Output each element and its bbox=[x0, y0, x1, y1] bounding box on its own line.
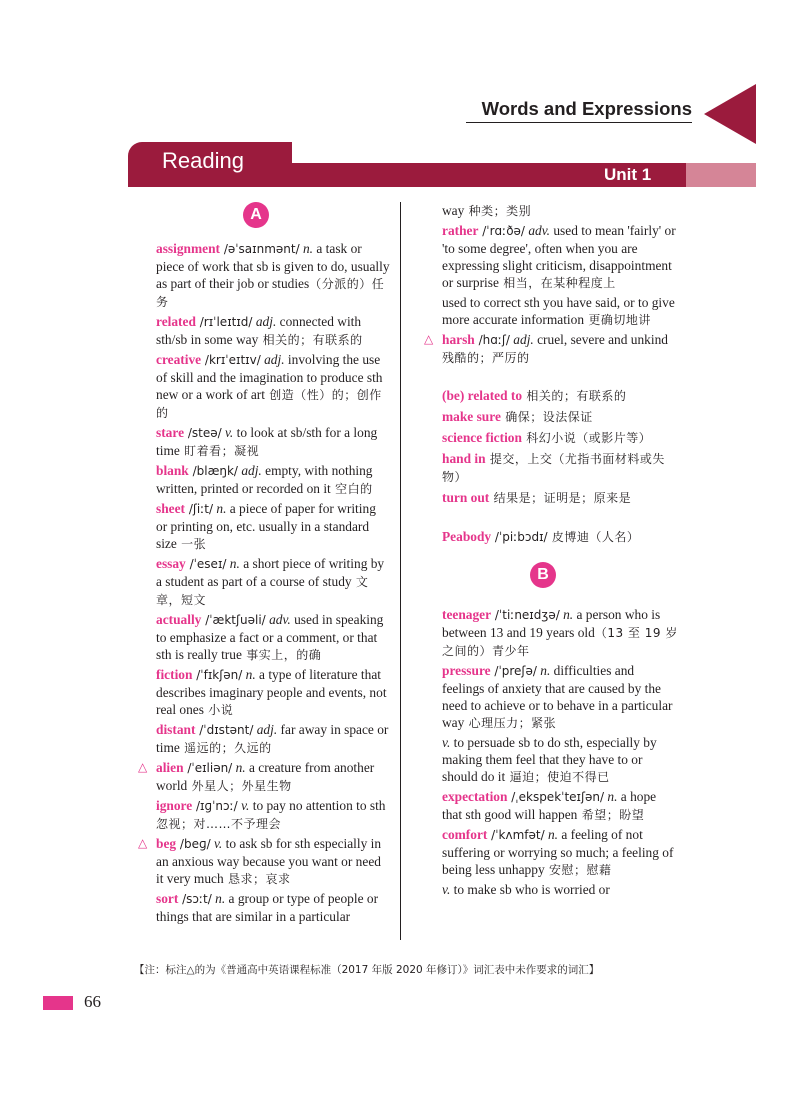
phrase-translation: 结果是；证明是；原来是 bbox=[489, 491, 632, 505]
dictionary-entry bbox=[156, 666, 390, 719]
entry-headword: ignore bbox=[156, 798, 193, 813]
entry-definition: way bbox=[442, 203, 465, 218]
entry-headword: distant bbox=[156, 722, 196, 737]
entry-headword: expectation bbox=[442, 789, 508, 804]
entry-pronunciation: /ˌekspekˈteɪʃən/ bbox=[507, 790, 605, 804]
entry-pronunciation: /sɔːt/ bbox=[178, 892, 212, 906]
right-column bbox=[424, 202, 678, 900]
entry-definition: a task or piece of work that sb is given to do, usually as part of their job or studies bbox=[156, 241, 390, 291]
dictionary-entry bbox=[156, 424, 390, 460]
words-and-expressions-title: Words and Expressions bbox=[481, 98, 692, 119]
entry-part-of-speech: n. bbox=[544, 827, 559, 842]
entry-translation: 残酷的；严厉的 bbox=[442, 351, 530, 365]
entry-headword: pressure bbox=[442, 663, 491, 678]
phrase-entry bbox=[442, 450, 678, 486]
entry-pronunciation: /ˈkʌmfət/ bbox=[487, 828, 545, 842]
entry-part-of-speech: adj. bbox=[260, 352, 285, 367]
phrase-headword: science fiction bbox=[442, 430, 522, 445]
dictionary-entry bbox=[442, 788, 678, 824]
dictionary-entry bbox=[442, 734, 678, 786]
entry-pronunciation: /rɪˈleɪtɪd/ bbox=[195, 315, 253, 329]
phrase-headword: hand in bbox=[442, 451, 486, 466]
phrase-translation: 确保；设法保证 bbox=[500, 410, 593, 424]
proper-name-headword: Peabody bbox=[442, 529, 492, 544]
column-divider bbox=[400, 202, 401, 940]
unit-label: Unit 1 bbox=[604, 165, 652, 184]
entry-part-of-speech: adv. bbox=[265, 612, 291, 627]
entry-translation: 外星人；外星生物 bbox=[187, 779, 292, 793]
entry-definition: to make sb who is worried or bbox=[450, 882, 610, 897]
entry-part-of-speech: adj. bbox=[509, 332, 534, 347]
entry-pronunciation: /ˈtiːneɪdʒə/ bbox=[491, 608, 560, 622]
entry-pronunciation: /ˈeseɪ/ bbox=[185, 557, 227, 571]
entry-pronunciation: /ˈæktʃuəli/ bbox=[201, 613, 266, 627]
entry-headword: related bbox=[156, 314, 196, 329]
entry-translation: 安慰；慰藉 bbox=[544, 863, 612, 877]
entry-part-of-speech: adj. bbox=[252, 314, 277, 329]
entry-translation: 相关的；有联系的 bbox=[258, 333, 363, 347]
entry-translation: 更确切地讲 bbox=[584, 313, 651, 327]
header-rule bbox=[466, 122, 692, 123]
phrase-headword: turn out bbox=[442, 490, 490, 505]
entry-translation: 恳求；哀求 bbox=[223, 872, 291, 886]
phrase-entry bbox=[442, 429, 678, 447]
phrase-entry bbox=[442, 387, 678, 405]
not-required-mark: △ bbox=[138, 836, 148, 850]
entry-part-of-speech: n. bbox=[536, 663, 551, 678]
entry-headword: assignment bbox=[156, 241, 220, 256]
entry-definition: a short piece of writing by a student as part of a course of study bbox=[156, 556, 385, 589]
entry-translation: 盯着看；凝视 bbox=[179, 444, 260, 458]
entry-part-of-speech: adj. bbox=[253, 722, 278, 737]
entry-definition: a hope that sth good will happen bbox=[442, 789, 657, 822]
phrase-entry bbox=[442, 489, 678, 507]
dictionary-entry bbox=[442, 222, 678, 292]
entry-translation: 忽视；对……不予理会 bbox=[156, 817, 282, 831]
entry-part-of-speech: n. bbox=[211, 891, 226, 906]
dictionary-entry bbox=[156, 240, 390, 311]
entry-definition: cruel, severe and unkind bbox=[533, 332, 668, 347]
entry-definition: difficulties and feelings of anxiety that are caused by the need to achieve or to behave in a particular way bbox=[442, 663, 673, 730]
entry-definition: used to correct sth you have said, or to give more accurate information bbox=[442, 295, 675, 327]
entry-definition: to persuade sb to do sth, especially by making them feel that they have to or should do it bbox=[442, 735, 657, 784]
entry-headword: comfort bbox=[442, 827, 488, 842]
entry-part-of-speech: v. bbox=[210, 836, 223, 851]
entry-definition: a piece of paper for writing or printing on, etc. usually in a standard size bbox=[156, 501, 376, 551]
phrase-translation: 相关的；有联系的 bbox=[522, 389, 627, 403]
entry-headword: essay bbox=[156, 556, 186, 571]
dictionary-entry bbox=[442, 662, 678, 732]
footnote: 【注：标注△的为《普通高中英语课程标准（2017 年版 2020 年修订）》词汇表中未作要求的词汇】 bbox=[134, 964, 600, 976]
entry-headword: harsh bbox=[442, 332, 475, 347]
entry-part-of-speech: v. bbox=[237, 798, 250, 813]
entry-headword: fiction bbox=[156, 667, 193, 682]
entry-definition: to look at sb/sth for a long time bbox=[156, 425, 378, 458]
dictionary-entry bbox=[156, 611, 390, 664]
section-b-badge: B bbox=[530, 562, 556, 588]
entry-translation: 遥远的；久远的 bbox=[179, 741, 272, 755]
entry-headword: blank bbox=[156, 463, 189, 478]
dictionary-entry bbox=[442, 606, 678, 660]
not-required-mark: △ bbox=[138, 760, 148, 774]
entry-translation: 创造（性）的；创作的 bbox=[156, 388, 382, 420]
entry-definition: far away in space or time bbox=[156, 722, 389, 755]
entry-part-of-speech: n. bbox=[559, 607, 574, 622]
entry-headword: creative bbox=[156, 352, 202, 367]
entry-translation: 小说 bbox=[203, 703, 234, 717]
entry-pronunciation: /ˈeɪliən/ bbox=[183, 761, 233, 775]
entry-part-of-speech: n. bbox=[299, 241, 314, 256]
entry-headword: alien bbox=[156, 760, 184, 775]
entry-translation: 希望；盼望 bbox=[577, 808, 645, 822]
not-required-mark: △ bbox=[424, 332, 434, 346]
dictionary-entry bbox=[442, 826, 678, 879]
left-column bbox=[138, 240, 390, 927]
entry-pronunciation: /hɑːʃ/ bbox=[474, 333, 510, 347]
entry-pronunciation: /ˈrɑːðə/ bbox=[478, 224, 525, 238]
proper-name-pronunciation: /ˈpiːbɔdɪ/ bbox=[491, 530, 548, 544]
dictionary-entry bbox=[156, 555, 390, 609]
unit-band-light bbox=[686, 163, 756, 187]
phrase-headword: make sure bbox=[442, 409, 501, 424]
phrase-translation: 科幻小说（或影片等） bbox=[521, 431, 652, 445]
header-triangle-decoration bbox=[704, 84, 756, 144]
entry-pronunciation: /steə/ bbox=[184, 426, 222, 440]
entry-definition: used to mean 'fairly' or 'to some degree', often when you are expressing slight criticism, disappointment or surprise bbox=[442, 223, 676, 290]
dictionary-entry bbox=[156, 351, 390, 422]
entry-definition: a creature from another world bbox=[156, 760, 375, 793]
entry-pronunciation: /ˈpreʃə/ bbox=[490, 664, 537, 678]
entry-definition: used in speaking to emphasize a fact or a comment, or that sth is really true bbox=[156, 612, 384, 662]
entry-headword: rather bbox=[442, 223, 479, 238]
entry-headword: stare bbox=[156, 425, 185, 440]
entry-definition: a group or type of people or things that are similar in a particular bbox=[156, 891, 379, 924]
phrase-entry bbox=[442, 408, 678, 426]
entry-pronunciation: /blæŋk/ bbox=[188, 464, 238, 478]
dictionary-entry bbox=[156, 721, 390, 757]
entry-part-of-speech: adv. bbox=[524, 223, 551, 238]
entry-definition: a person who is between 13 and 19 years old bbox=[442, 607, 661, 640]
entry-pronunciation: /krɪˈeɪtɪv/ bbox=[201, 353, 261, 367]
section-title: Reading bbox=[162, 148, 244, 173]
entry-headword: sort bbox=[156, 891, 179, 906]
entry-headword: sheet bbox=[156, 501, 186, 516]
entry-definition: a type of literature that describes imaginary people and events, not real ones bbox=[156, 667, 387, 717]
entry-pronunciation: /ˈdɪstənt/ bbox=[195, 723, 254, 737]
entry-translation: （13 至 19 岁之间的）青少年 bbox=[442, 626, 678, 658]
entry-headword: teenager bbox=[442, 607, 492, 622]
entry-part-of-speech: n. bbox=[604, 789, 618, 804]
proper-name-translation: 皮博迪（人名） bbox=[547, 530, 640, 544]
entry-pronunciation: /ˈfɪkʃən/ bbox=[192, 668, 243, 682]
entry-part-of-speech: v. bbox=[221, 425, 234, 440]
entry-headword: actually bbox=[156, 612, 202, 627]
entry-definition: a feeling of not suffering or worrying so much; a feeling of being less unhappy bbox=[442, 827, 674, 877]
phrase-headword: (be) related to bbox=[442, 388, 523, 403]
dictionary-entry bbox=[156, 890, 390, 925]
entry-part-of-speech: n. bbox=[232, 760, 246, 775]
phrase-translation: 提交，上交（尤指书面材料或失物） bbox=[442, 452, 665, 484]
entry-translation: 心理压力；紧张 bbox=[464, 716, 557, 730]
entry-pronunciation: /əˈsaɪnmənt/ bbox=[220, 242, 300, 256]
entry-part-of-speech: adj. bbox=[237, 463, 262, 478]
dictionary-entry bbox=[442, 294, 678, 329]
dictionary-entry bbox=[156, 797, 390, 833]
entry-definition: involving the use of skill and the imagination to produce sth new or a work of art bbox=[156, 352, 383, 402]
entry-translation: 相当，在某种程度上 bbox=[498, 276, 616, 290]
entry-definition: connected with sth/sb in some way bbox=[156, 314, 362, 347]
entry-pronunciation: /ʃiːt/ bbox=[185, 502, 214, 516]
dictionary-entry bbox=[156, 462, 390, 498]
entry-translation: 事实上，的确 bbox=[241, 648, 322, 662]
entry-translation: 种类；类别 bbox=[464, 204, 532, 218]
dictionary-entry bbox=[138, 835, 390, 888]
page-number-bar bbox=[43, 996, 73, 1010]
dictionary-entry bbox=[156, 500, 390, 553]
entry-part-of-speech: n. bbox=[242, 667, 256, 682]
entry-translation: 逼迫；使迫不得已 bbox=[505, 770, 610, 784]
entry-part-of-speech: v. bbox=[442, 882, 451, 897]
dictionary-entry bbox=[138, 759, 390, 795]
page-number: 66 bbox=[84, 992, 101, 1011]
entry-part-of-speech: n. bbox=[213, 501, 227, 516]
entry-definition: empty, with nothing written, printed or recorded on it bbox=[156, 463, 373, 496]
entry-translation: 一张 bbox=[176, 537, 207, 551]
entry-translation: 文章，短文 bbox=[156, 575, 369, 607]
entry-definition: to pay no attention to sth bbox=[249, 798, 386, 813]
dictionary-entry bbox=[442, 202, 678, 220]
dictionary-entry bbox=[442, 881, 678, 898]
proper-name-entry bbox=[442, 528, 678, 546]
entry-part-of-speech: n. bbox=[226, 556, 240, 571]
dictionary-entry bbox=[156, 313, 390, 349]
entry-definition: to ask sb for sth especially in an anxious way because you want or need it very much bbox=[156, 836, 382, 886]
entry-translation: 空白的 bbox=[330, 482, 373, 496]
entry-pronunciation: /ɪɡˈnɔː/ bbox=[192, 799, 238, 813]
section-a-badge: A bbox=[243, 202, 269, 228]
entry-translation: （分派的）任务 bbox=[156, 277, 385, 309]
entry-part-of-speech: v. bbox=[442, 735, 451, 750]
entry-pronunciation: /beɡ/ bbox=[176, 837, 211, 851]
dictionary-entry bbox=[424, 331, 678, 367]
entry-headword: beg bbox=[156, 836, 177, 851]
